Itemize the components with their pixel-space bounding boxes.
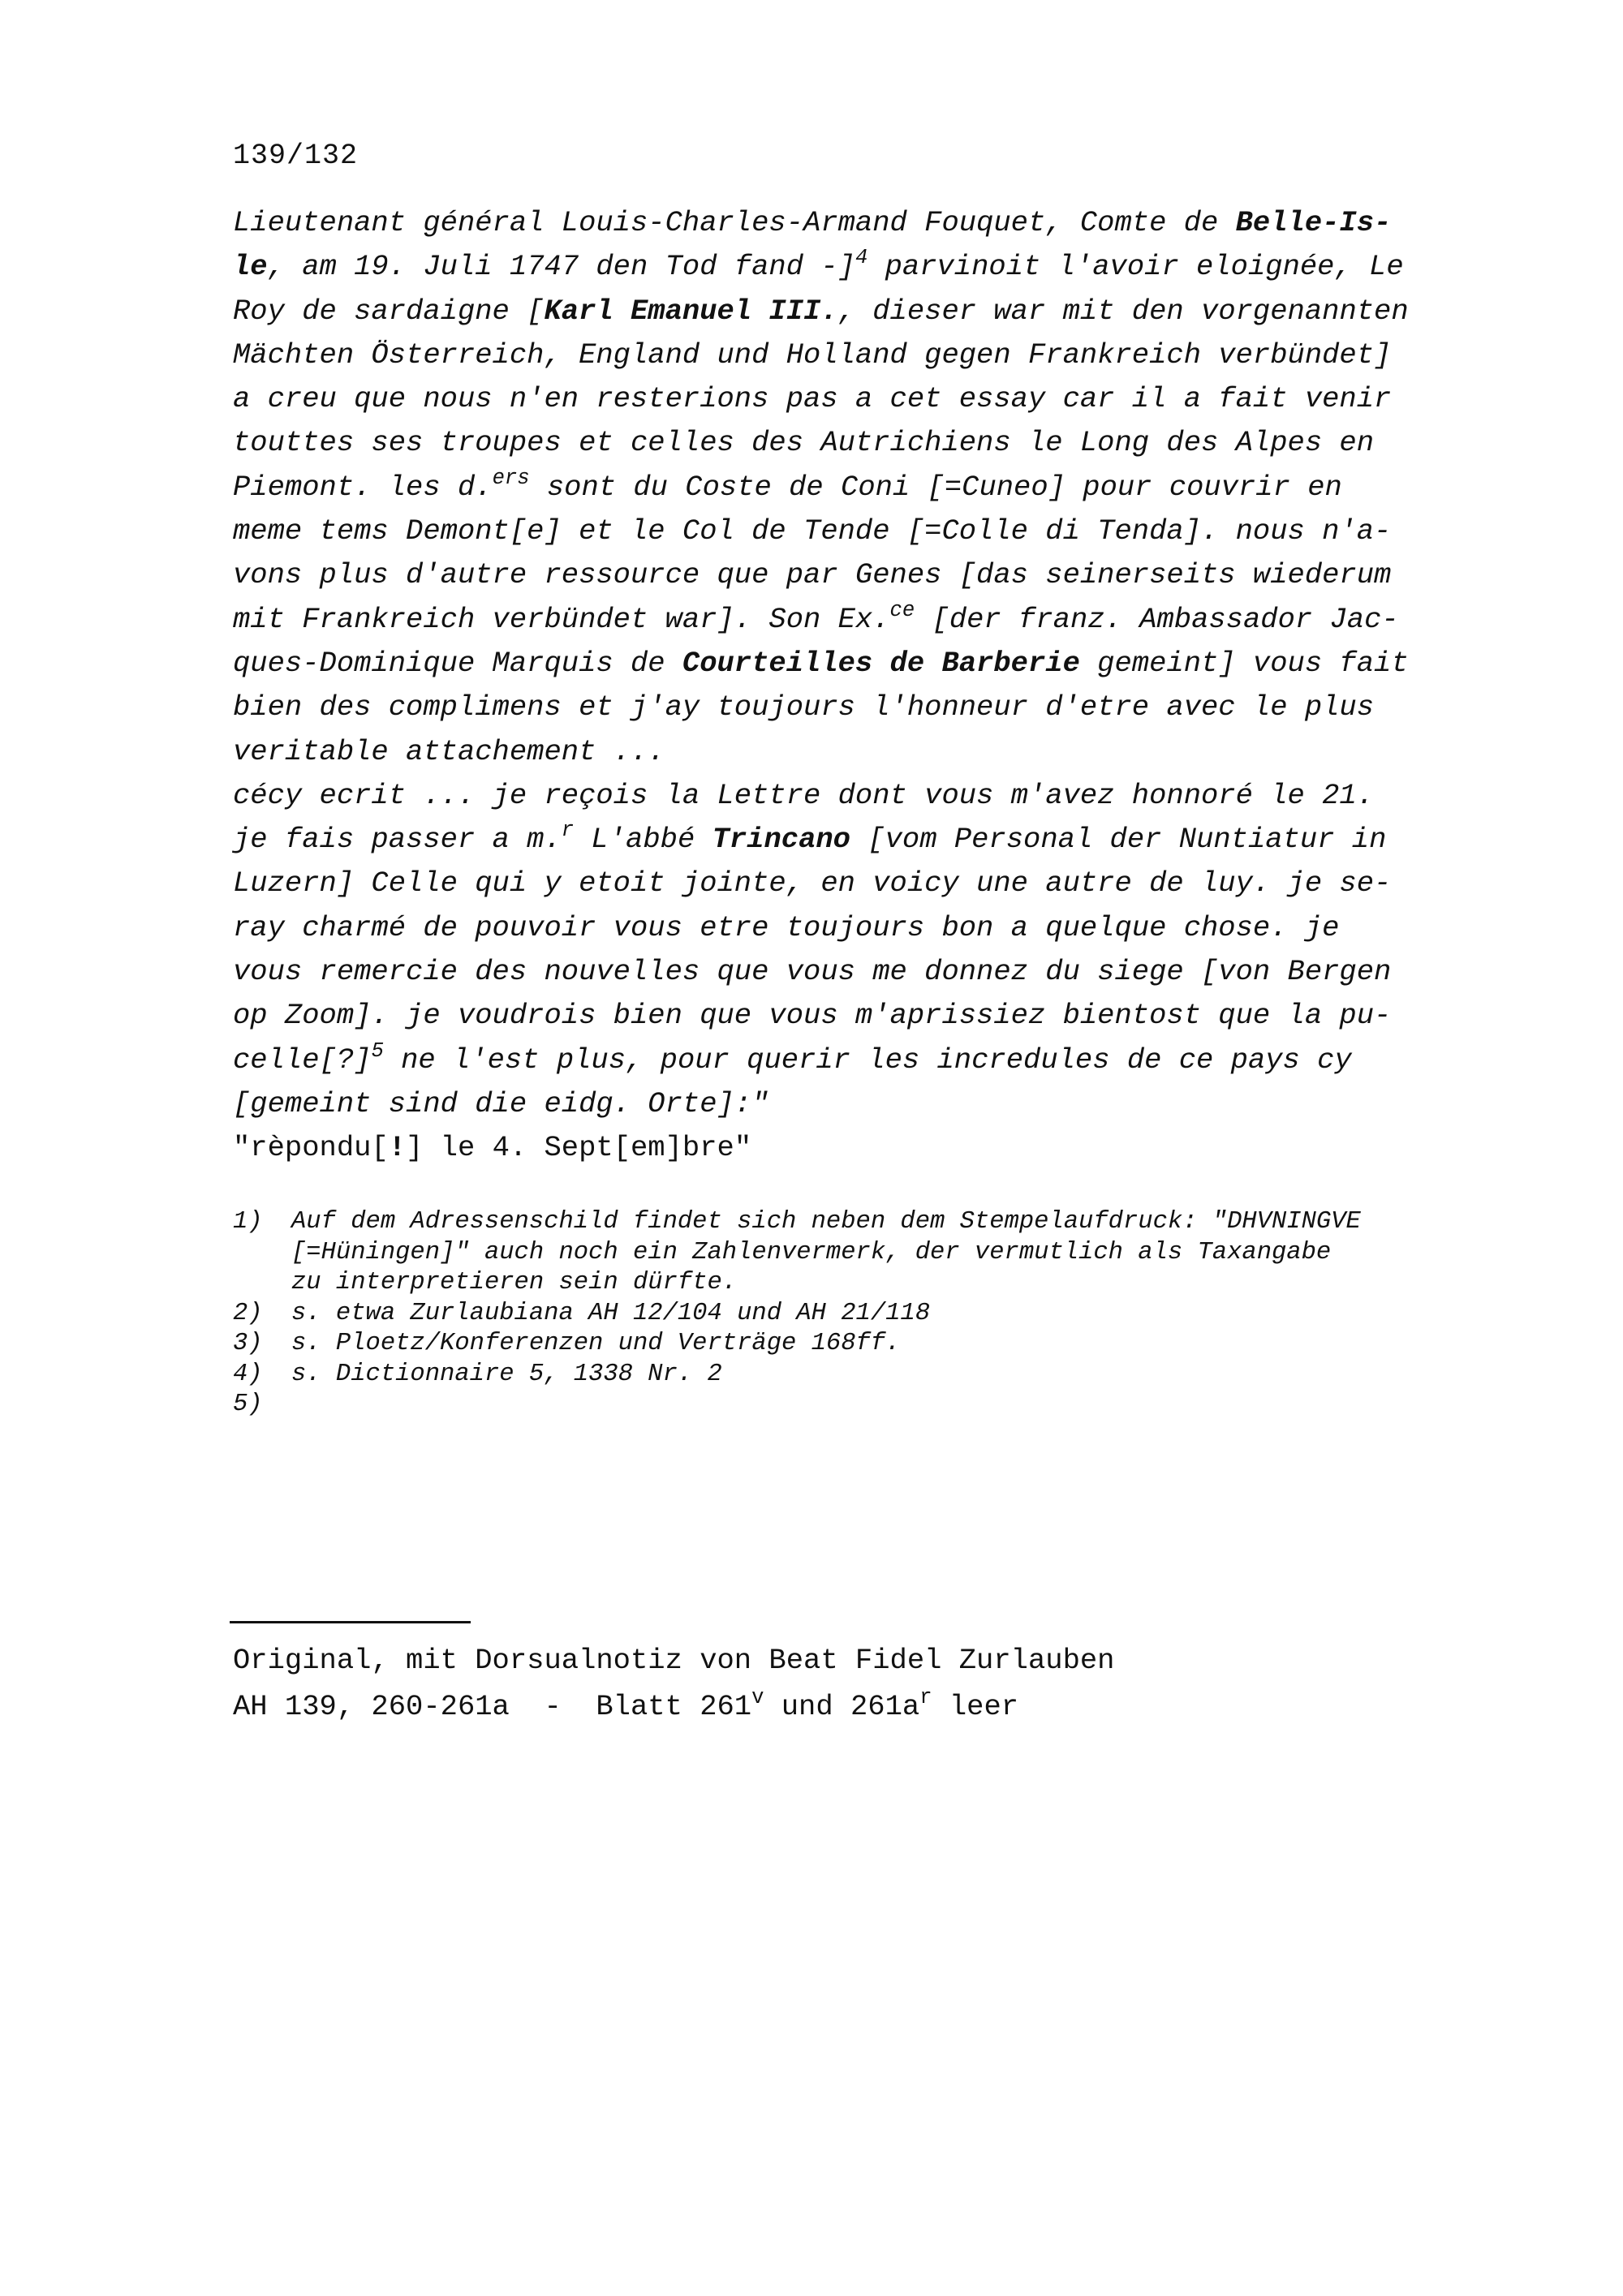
bold-name: le [233, 250, 268, 284]
text-run: meme tems Demont[e] et le Col de Tende [=Colle di Tenda]. nous n'a- [233, 514, 1392, 548]
text-run: , dieser war mit den vorgenannten [837, 294, 1409, 328]
bold-name: Belle-Is- [1235, 206, 1392, 239]
superscript: 5 [371, 1038, 384, 1063]
footnote-text [291, 1299, 1531, 1330]
text-run: vous remercie des nouvelles que vous me donnez du siege [von Bergen [233, 955, 1392, 989]
letter-transcription [233, 201, 1483, 1171]
letter-line [233, 598, 1483, 642]
text-run: parvinoit l'avoir eloignée, Le [867, 250, 1404, 284]
source-line-original: Original, mit Dorsualnotiz von Beat Fidel Zurlauben [233, 1644, 1115, 1677]
letter-line [233, 510, 1483, 553]
text-run: , am 19. Juli 1747 den Tod fand -] [267, 250, 855, 284]
footnote-text [291, 1207, 1531, 1299]
footnote [233, 1360, 1531, 1391]
footnote-text-line: [=Hüningen]" auch noch ein Zahlenvermerk, der vermutlich als Taxangabe [291, 1238, 1332, 1266]
text-run: ne l'est plus, pour querir les incredules de ce pays cy [383, 1043, 1352, 1077]
footnote-separator-rule [230, 1621, 471, 1623]
footnote-number: 5) [233, 1391, 263, 1418]
footnote-number: 2) [233, 1299, 263, 1327]
text-run: L'abbé [574, 823, 712, 857]
letter-line [233, 1126, 1483, 1170]
text-run: a creu que nous n'en resterions pas a cet essay car il a fait venir [233, 382, 1392, 416]
superscript: ers [492, 466, 530, 490]
bold-name: ! [388, 1131, 407, 1165]
footnote-text [291, 1329, 1531, 1360]
superscript: ce [889, 598, 915, 622]
footnotes [233, 1207, 1531, 1421]
text-run: op Zoom]. je voudrois bien que vous m'aprissiez bientost que la pu- [233, 999, 1392, 1033]
text-run: Roy de sardaigne [ [233, 294, 545, 328]
letter-line [233, 994, 1483, 1038]
footnote-text-line: s. etwa Zurlaubiana AH 12/104 und AH 21/118 [291, 1299, 931, 1327]
text-run: [vom Personal der Nuntiatur in [850, 823, 1387, 857]
bold-name: Karl Emanuel III. [544, 294, 838, 328]
text-run: "rèpondu[ [233, 1131, 389, 1165]
footnote-number: 3) [233, 1330, 263, 1357]
letter-line [233, 466, 1483, 510]
letter-line [233, 642, 1483, 686]
letter-line [233, 201, 1483, 245]
text-run: veritable attachement ... [233, 734, 665, 768]
footnote [233, 1329, 1531, 1360]
letter-line [233, 774, 1483, 818]
footnote [233, 1390, 1531, 1421]
footnote [233, 1207, 1531, 1299]
letter-line [233, 553, 1483, 597]
source-note [233, 1637, 1114, 1730]
letter-line [233, 950, 1483, 994]
superscript-verso: v [751, 1685, 764, 1709]
shelfmark-prefix: AH 139, 260-261a - Blatt 261 [233, 1690, 752, 1723]
footnote-text [291, 1360, 1531, 1391]
source-line-shelfmark [233, 1683, 1114, 1730]
superscript: r [561, 819, 575, 843]
superscript: 4 [855, 246, 868, 270]
text-run: celle[?] [233, 1043, 372, 1077]
text-run: [gemeint sind die eidg. Orte]:" [233, 1086, 769, 1120]
text-run: Mächten Österreich, England und Holland gegen Frankreich verbündet] [233, 338, 1392, 372]
text-run: ques-Dominique Marquis de [233, 646, 682, 680]
text-run: Lieutenant général Louis-Charles-Armand Fouquet, Comte de [233, 206, 1236, 239]
bold-name: Trincano [712, 823, 850, 857]
page-reference: 139/132 [233, 140, 359, 172]
text-run: sont du Coste de Coni [=Cuneo] pour couvrir en [529, 470, 1342, 504]
shelfmark-mid: und 261a [764, 1690, 920, 1723]
letter-line [233, 862, 1483, 905]
letter-line [233, 1038, 1483, 1082]
text-run: touttes ses troupes et celles des Autrichiens le Long des Alpes en [233, 426, 1375, 460]
letter-line [233, 333, 1483, 377]
text-run: bien des complimens et j'ay toujours l'honneur d'etre avec le plus [233, 690, 1375, 724]
text-run: ] le 4. Sept[em]bre" [406, 1131, 752, 1165]
letter-line [233, 818, 1483, 862]
letter-line [233, 421, 1483, 465]
text-run: cécy ecrit ... je reçois la Lettre dont vous m'avez honnoré le 21. [233, 778, 1375, 812]
letter-line [233, 245, 1483, 289]
text-run: Piemont. les d. [233, 470, 493, 504]
text-run: mit Frankreich verbündet war]. Son Ex. [233, 602, 890, 636]
footnote-number: 4) [233, 1360, 263, 1388]
footnote-text-line: s. Ploetz/Konferenzen und Verträge 168ff. [291, 1330, 901, 1357]
letter-line [233, 686, 1483, 729]
bold-name: Courteilles de Barberie [682, 646, 1080, 680]
text-run: vons plus d'autre ressource que par Genes [das seinerseits wiederum [233, 558, 1392, 592]
letter-line [233, 906, 1483, 950]
footnote-text-line: s. Dictionnaire 5, 1338 Nr. 2 [291, 1360, 722, 1388]
letter-line [233, 377, 1483, 421]
footnote-text [291, 1390, 1531, 1421]
letter-line [233, 730, 1483, 774]
shelfmark-suffix: leer [932, 1690, 1019, 1723]
footnote [233, 1299, 1531, 1330]
superscript-recto: r [919, 1685, 932, 1709]
footnote-number: 1) [233, 1208, 263, 1236]
letter-line [233, 290, 1483, 333]
footnote-text-line: zu interpretieren sein dürfte. [291, 1269, 738, 1296]
text-run: [der franz. Ambassador Jac- [915, 602, 1399, 636]
text-run: gemeint] vous fait [1079, 646, 1409, 680]
footnote-text-line: Auf dem Adressenschild findet sich neben dem Stempelaufdruck: "DHVNINGVE [291, 1208, 1361, 1236]
text-run: je fais passer a m. [233, 823, 562, 857]
text-run: Luzern] Celle qui y etoit jointe, en voicy une autre de luy. je se- [233, 866, 1392, 901]
letter-line [233, 1082, 1483, 1126]
text-run: ray charmé de pouvoir vous etre toujours bon a quelque chose. je [233, 910, 1340, 944]
